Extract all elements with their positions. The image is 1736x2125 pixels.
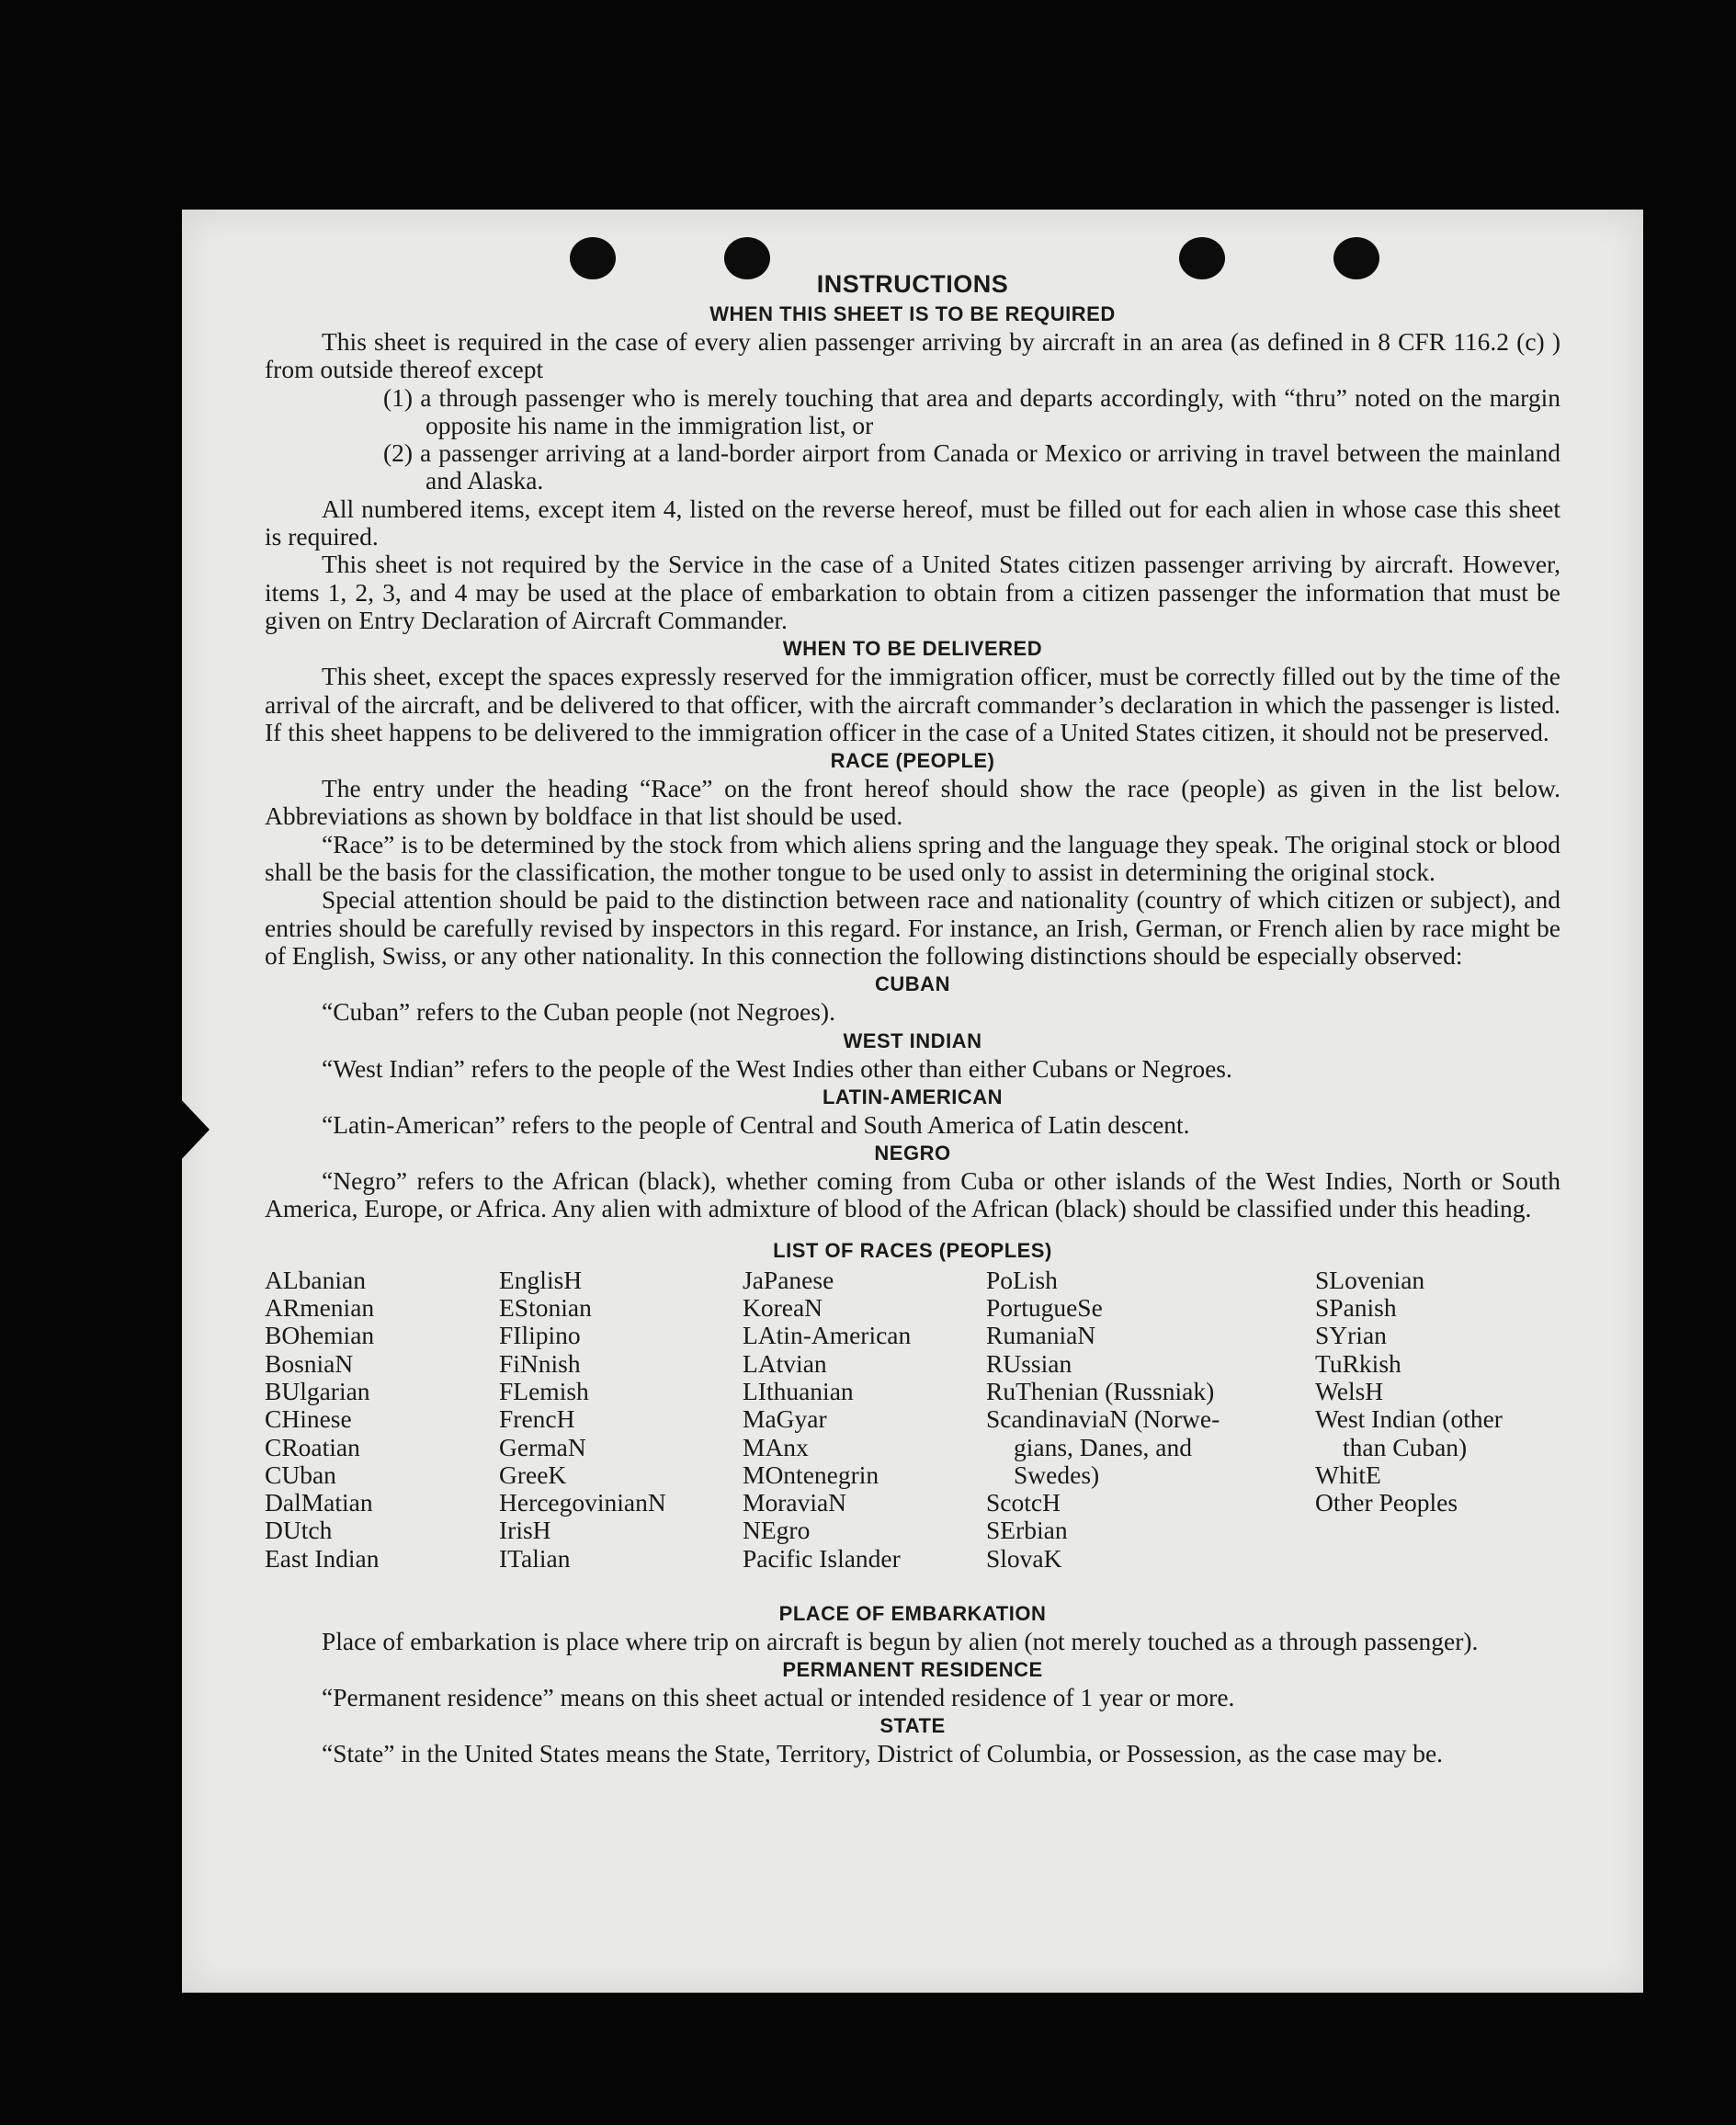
- race-entry: ALbanian: [265, 1265, 366, 1294]
- paragraph: All numbered items, except item 4, listed on the reverse hereof, must be filled out for each alien in whose case this sheet is required.: [265, 494, 1560, 551]
- races-column: [499, 1267, 666, 1573]
- race-entry: CUban: [265, 1460, 336, 1489]
- race-entry: gians, Danes, and: [1014, 1432, 1192, 1461]
- race-entry: SlovaK: [986, 1543, 1062, 1573]
- race-entry: Swedes): [1014, 1460, 1100, 1489]
- section-heading: NEGRO: [874, 1142, 951, 1165]
- paragraph: “Negro” refers to the African (black), whether coming from Cuba or other islands of the West Indies, North or South America, Europe, or Africa. Any alien with admixture of blood of the African (black) should be classified under this heading.: [265, 1166, 1560, 1223]
- race-entry: ITalian: [499, 1543, 571, 1573]
- race-entry: EStonian: [499, 1293, 592, 1323]
- race-entry: GreeK: [499, 1460, 567, 1489]
- race-entry: ScotcH: [986, 1488, 1061, 1517]
- race-entry: BOhemian: [265, 1321, 375, 1350]
- race-entry: NEgro: [743, 1516, 811, 1545]
- paragraph: Special attention should be paid to the distinction between race and nationality (country of which citizen or subject), and entries should be carefully revised by inspectors in this regard. For instance, an Irish, German, or French alien by race might be of English, Swiss, or any other nationality. In this connection the following distinctions should be especially observed:: [265, 885, 1560, 970]
- section-heading: PERMANENT RESIDENCE: [782, 1658, 1043, 1682]
- race-entry: West Indian (other: [1315, 1404, 1503, 1434]
- race-entry: WhitE: [1315, 1460, 1381, 1489]
- race-entry: TuRkish: [1315, 1348, 1401, 1378]
- paragraph: “West Indian” refers to the people of the West Indies other than either Cubans or Negroes.: [322, 1053, 1232, 1083]
- race-entry: KoreaN: [743, 1293, 823, 1323]
- races-list: [265, 1267, 1560, 1599]
- section-heading: CUBAN: [875, 972, 950, 996]
- section-heading: RACE (PEOPLE): [830, 749, 995, 773]
- page-notch: [178, 1097, 210, 1163]
- race-entry: LAtin-American: [743, 1321, 912, 1350]
- race-entry: CRoatian: [265, 1432, 360, 1461]
- race-entry: GermaN: [499, 1432, 586, 1461]
- paragraph: “Cuban” refers to the Cuban people (not Negroes).: [322, 997, 835, 1027]
- race-entry: RumaniaN: [986, 1321, 1096, 1350]
- race-entry: FrencH: [499, 1404, 575, 1434]
- race-entry: LAtvian: [743, 1348, 827, 1378]
- race-entry: SLovenian: [1315, 1265, 1425, 1294]
- section-heading: WHEN TO BE DELIVERED: [782, 637, 1043, 661]
- instructions-body: [265, 268, 1560, 1768]
- race-entry: Other Peoples: [1315, 1488, 1458, 1517]
- race-entry: East Indian: [265, 1543, 380, 1573]
- section-heading: LIST OF RACES (PEOPLES): [773, 1238, 1052, 1262]
- section-heading: PLACE OF EMBARKATION: [778, 1601, 1047, 1625]
- race-entry: MOntenegrin: [743, 1460, 879, 1489]
- race-entry: EnglisH: [499, 1265, 583, 1294]
- race-entry: than Cuban): [1343, 1432, 1468, 1461]
- race-entry: DUtch: [265, 1516, 333, 1545]
- races-column: [986, 1267, 1220, 1573]
- race-entry: LIthuanian: [743, 1376, 854, 1405]
- race-entry: SPanish: [1315, 1293, 1397, 1323]
- list-item: (1) a through passenger who is merely touching that area and departs accordingly, with “thru” noted on the margin opposite his name in the immigration list, or: [383, 382, 1560, 439]
- race-entry: CHinese: [265, 1404, 352, 1434]
- section-heading: LATIN-AMERICAN: [822, 1085, 1003, 1108]
- race-entry: RUssian: [986, 1348, 1072, 1378]
- paragraph: “Latin-American” refers to the people of Central and South America of Latin descent.: [322, 1109, 1190, 1139]
- race-entry: WelsH: [1315, 1376, 1384, 1405]
- paragraph: This sheet is required in the case of every alien passenger arriving by aircraft in an area (as defined in 8 CFR 116.2 (c) ) from outside thereof except: [265, 327, 1560, 384]
- list-item: (2) a passenger arriving at a land-border airport from Canada or Mexico or arriving in travel between the mainland and Alaska.: [383, 438, 1560, 495]
- race-entry: FIlipino: [499, 1321, 581, 1350]
- section-heading: WHEN THIS SHEET IS TO BE REQUIRED: [709, 302, 1116, 325]
- race-entry: MaGyar: [743, 1404, 827, 1434]
- races-column: [743, 1267, 911, 1573]
- race-entry: HercegovinianN: [499, 1488, 666, 1517]
- paragraph: The entry under the heading “Race” on the front hereof should show the race (people) as given in the list below. Abbreviations as shown by boldface in that list should be used.: [265, 774, 1560, 831]
- race-entry: Pacific Islander: [743, 1543, 901, 1573]
- paragraph: This sheet, except the spaces expressly reserved for the immigration officer, must be correctly filled out by the time of the arrival of the aircraft, and be delivered to that officer, with the aircraft commander’s declaration in which the passenger is listed. If this sheet happens to be delivered to the immigration officer in the case of a United States citizen, it should not be preserved.: [265, 662, 1560, 746]
- section-heading: STATE: [879, 1714, 946, 1738]
- race-entry: SYrian: [1315, 1321, 1387, 1350]
- race-entry: ScandinaviaN (Norwe-: [986, 1404, 1220, 1434]
- race-entry: BUlgarian: [265, 1376, 370, 1405]
- races-column: [265, 1267, 379, 1573]
- race-entry: MAnx: [743, 1432, 809, 1461]
- race-entry: JaPanese: [743, 1265, 834, 1294]
- race-entry: RuThenian (Russniak): [986, 1376, 1215, 1405]
- race-entry: ARmenian: [265, 1293, 375, 1323]
- race-entry: IrisH: [499, 1516, 551, 1545]
- paragraph: This sheet is not required by the Service in the case of a United States citizen passenger arriving by aircraft. However, items 1, 2, 3, and 4 may be used at the place of embarkation to obtain from a citizen passenger the information that must be given on Entry Declaration of Aircraft Commander.: [265, 550, 1560, 634]
- race-entry: MoraviaN: [743, 1488, 847, 1517]
- race-entry: PortugueSe: [986, 1293, 1103, 1323]
- race-entry: PoLish: [986, 1265, 1058, 1294]
- paragraph: “State” in the United States means the State, Territory, District of Columbia, or Possession, as the case may be.: [322, 1739, 1444, 1768]
- paragraph: Place of embarkation is place where trip on aircraft is begun by alien (not merely touched as a through passenger).: [322, 1626, 1479, 1655]
- race-entry: FiNnish: [499, 1348, 581, 1378]
- paragraph: “Permanent residence” means on this sheet actual or intended residence of 1 year or more.: [322, 1683, 1235, 1712]
- paragraph: “Race” is to be determined by the stock from which aliens spring and the language they speak. The original stock or blood shall be the basis for the classification, the mother tongue to be used only to assist in determining the original stock.: [265, 829, 1560, 887]
- page-title: INSTRUCTIONS: [816, 270, 1009, 298]
- race-entry: DalMatian: [265, 1488, 373, 1517]
- race-entry: SErbian: [986, 1516, 1068, 1545]
- race-entry: FLemish: [499, 1376, 589, 1405]
- section-heading: WEST INDIAN: [843, 1028, 982, 1052]
- races-column: [1315, 1267, 1503, 1517]
- document-sheet: [182, 210, 1643, 1993]
- race-entry: BosniaN: [265, 1348, 354, 1378]
